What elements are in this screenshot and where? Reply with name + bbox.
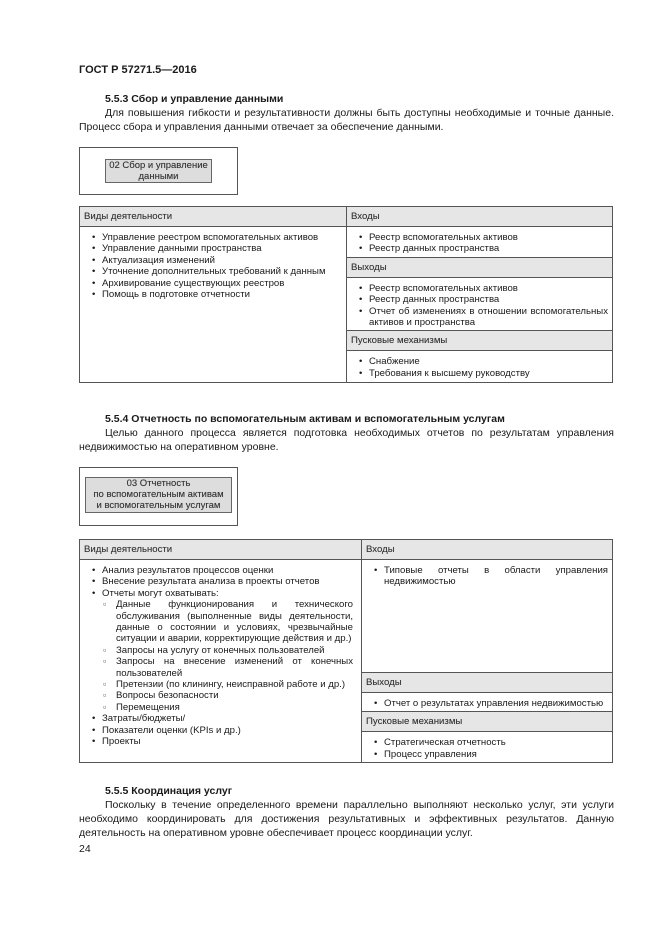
list-item: • Архивирование существующих реестров (102, 278, 342, 289)
col-header-outputs: Выходы (362, 673, 613, 693)
col-header-activities: Виды деятельности (80, 207, 347, 227)
list-item: • Стратегическая отчетность (384, 737, 608, 748)
list-item: • Отчеты могут охватывать: ▫ Данные функционирования и технического обслуживания (выполненные виды деятельности, данные о состоянии и условиях, чрезвычайные ситуации и аварии, корректирующие действия и др.) ▫ Запросы на услугу от конечных пользователей ▫ Запросы на внесение изменений от конечных пользователей ▫ Претензии (по клинингу, неисправной работе и др.) ▫ Вопросы безопасности ▫ Перемещения (102, 588, 353, 713)
list-item: • Реестр вспомогательных активов (369, 232, 608, 243)
list-item: • Отчет об изменениях в отношении вспомогательных активов и пространства (369, 306, 608, 329)
col-header-inputs: Входы (347, 207, 613, 227)
activities-cell (80, 560, 362, 763)
list-item: • Требования к высшему руководству (369, 368, 608, 379)
process-box-line: 03 Отчетность (126, 478, 191, 489)
sub-list (102, 599, 353, 713)
process-box-line: по вспомогательным активам (93, 489, 224, 500)
list-item: ▫ Данные функционирования и технического обслуживания (выполненные виды деятельности, данные о состоянии и условиях, чрезвычайные ситуации и аварии, корректирующие действия и др.) (116, 599, 353, 645)
list-item: ▫ Вопросы безопасности (116, 690, 353, 701)
section-para-555: Поскольку в течение определенного времени параллельно выполняют несколько услуг, эти услуги необходимо координировать для достижения результативных и эффективных результатов. Данную деятельность на оперативном уровне обеспечивает процесс координации услуг. (79, 799, 614, 839)
outputs-cell (347, 277, 613, 331)
col-header-outputs: Выходы (347, 257, 613, 277)
list-item: • Проекты (102, 736, 353, 747)
list-item: • Отчет о результатах управления недвижимостью (384, 698, 608, 709)
list-item: • Анализ результатов процессов оценки (102, 565, 353, 576)
process-table-554 (79, 539, 613, 763)
list-item: • Показатели оценки (KPIs и др.) (102, 725, 353, 736)
section-para-553: Для повышения гибкости и результативности должны быть доступны необходимые и точные данные. Процесс сбора и управления данными отвечает за обеспечение данными. (79, 107, 614, 133)
list-item: ▫ Запросы на услугу от конечных пользователей (116, 645, 353, 656)
outputs-list (362, 693, 612, 711)
list-item: • Реестр данных пространства (369, 243, 608, 254)
col-header-triggers: Пусковые механизмы (347, 331, 613, 351)
process-box-02 (79, 147, 238, 195)
section-heading-553: 5.5.3 Сбор и управление данными (105, 93, 284, 105)
standard-number: ГОСТ Р 57271.5—2016 (79, 64, 197, 76)
inputs-list (347, 227, 612, 257)
inputs-cell (362, 560, 613, 673)
list-item: ▫ Запросы на внесение изменений от конечных пользователей (116, 656, 353, 679)
list-item: • Типовые отчеты в области управления недвижимостью (384, 565, 608, 588)
activities-list (80, 560, 361, 750)
inputs-list (362, 560, 612, 590)
list-item: ▫ Претензии (по клинингу, неисправной работе и др.) (116, 679, 353, 690)
section-heading-554: 5.5.4 Отчетность по вспомогательным активам и вспомогательным услугам (105, 413, 505, 425)
triggers-list (347, 351, 612, 381)
process-table-553 (79, 206, 613, 383)
list-item: • Внесение результата анализа в проекты отчетов (102, 576, 353, 587)
col-header-inputs: Входы (362, 540, 613, 560)
list-item: • Управление данными пространства (102, 243, 342, 254)
list-item: ▫ Перемещения (116, 702, 353, 713)
activities-list (80, 227, 346, 302)
process-box-line: 02 Сбор и управление (109, 160, 208, 171)
list-item: • Помощь в подготовке отчетности (102, 289, 342, 300)
list-item: • Реестр вспомогательных активов (369, 283, 608, 294)
list-item: • Снабжение (369, 356, 608, 367)
list-item: • Реестр данных пространства (369, 294, 608, 305)
col-header-activities: Виды деятельности (80, 540, 362, 560)
process-box-line: и вспомогательным услугам (96, 500, 221, 511)
outputs-list (347, 278, 612, 331)
triggers-list (362, 732, 612, 762)
triggers-cell (347, 351, 613, 383)
process-box-line: данными (138, 171, 179, 182)
triggers-cell (362, 732, 613, 763)
process-box-03 (79, 467, 238, 526)
list-item: • Актуализация изменений (102, 255, 342, 266)
list-item: • Управление реестром вспомогательных активов (102, 232, 342, 243)
section-para-554: Целью данного процесса является подготовка необходимых отчетов по результатам управления недвижимостью на оперативном уровне. (79, 427, 614, 453)
outputs-cell (362, 693, 613, 712)
list-item: • Уточнение дополнительных требований к данным (102, 266, 342, 277)
list-item: • Затраты/бюджеты/ (102, 713, 353, 724)
page-number: 24 (79, 843, 91, 855)
col-header-triggers: Пусковые механизмы (362, 712, 613, 732)
list-item: • Процесс управления (384, 749, 608, 760)
activities-cell (80, 227, 347, 383)
inputs-cell (347, 227, 613, 258)
section-heading-555: 5.5.5 Координация услуг (105, 785, 233, 797)
